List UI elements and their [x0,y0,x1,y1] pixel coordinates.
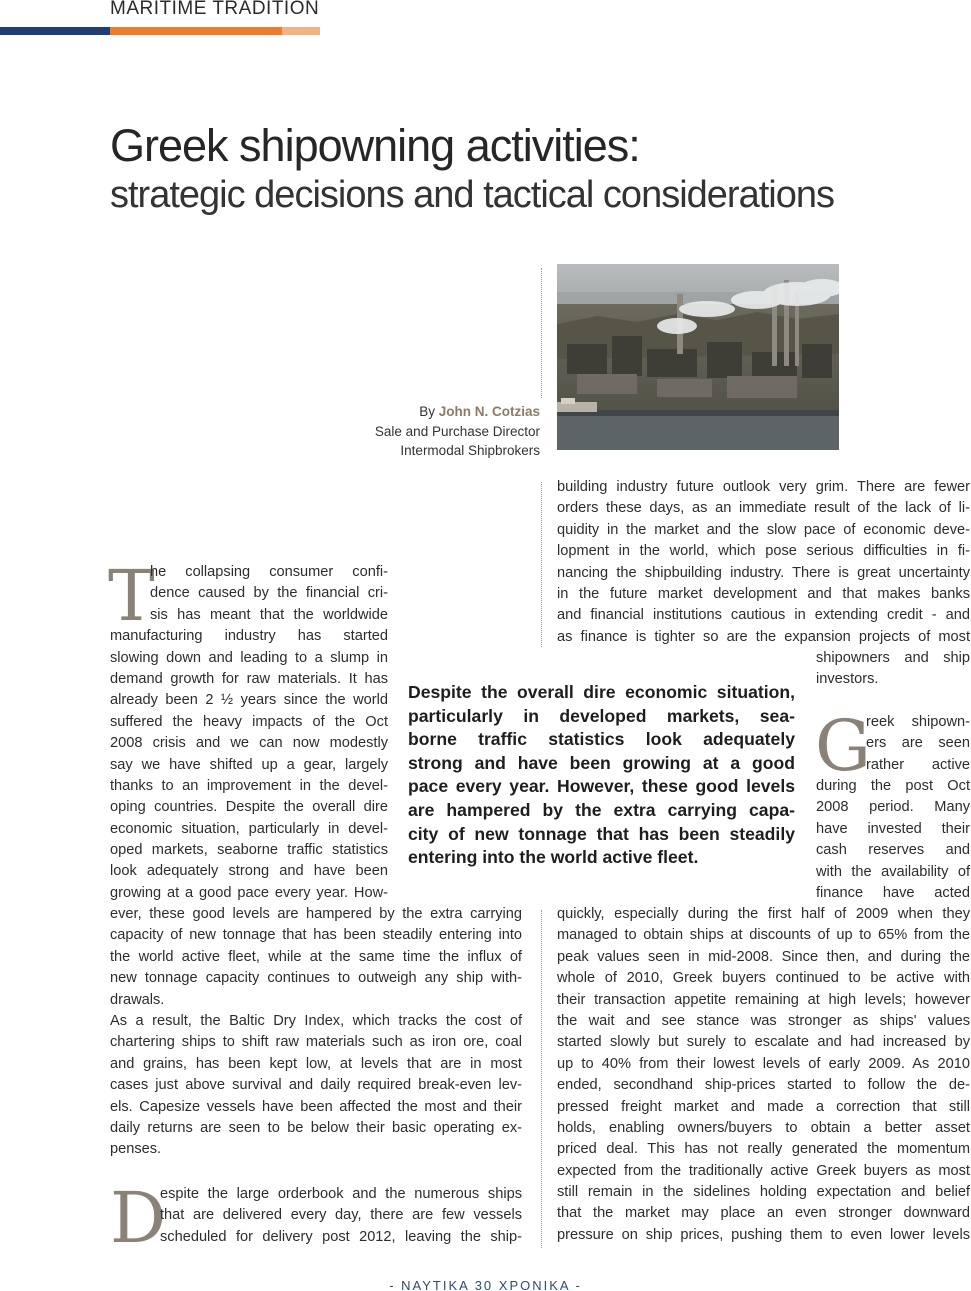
author-company: Intermodal Shipbrokers [400,443,540,458]
text-line: have invested their [816,820,970,837]
left-column-top [108,555,388,904]
text-line: espite the large orderbook and the numerous ships [160,1186,522,1202]
pull-quote [408,681,795,870]
dropcap-d: D [110,1177,167,1259]
pull-quote-line: strong and have been growing at a good [408,752,795,773]
byline [375,402,540,461]
text-line: growing at a good pace every year. How- [110,884,388,901]
text-line: oped markets, seaborne traffic statistics [110,842,388,859]
text-line: nancing the shipbuilding industry. There is great uncertainty [557,564,970,581]
text-line: pressed freight market and made a correction that still [557,1098,970,1115]
text-line: els. Capesize vessels have been affected the most and their [110,1098,522,1115]
text-line: shipowners and ship [816,650,970,666]
text-line: chartering ships to shift raw materials such as iron ore, coal [110,1034,522,1051]
text-line: the wait and see stance was stronger as ships' values [557,1012,970,1029]
text-line: cases just above survival and daily required break-even lev- [110,1077,522,1094]
text-line: new tonnage capacity continues to outweigh any ship with- [110,970,522,987]
text-line: penses. [110,1141,162,1158]
text-line: in the future market development and that makes banks [557,585,970,602]
text-line: ers are seen [866,735,970,752]
text-line: their transaction appetite remaining at high levels; however [557,991,970,1008]
text-line: scheduled for delivery post 2012, leaving the ship- [160,1228,522,1245]
text-line: demand growth for raw materials. It has [110,670,388,687]
text-line: investors. [816,671,879,688]
text-line: capacity of new tonnage that has been steadily entering into [110,927,522,944]
text-line: quickly, especially during the first half of 2009 when they [557,906,970,922]
text-line: holds, enabling owners/buyers to obtain a better asset [557,1119,970,1136]
pull-quote-line: particularly in developed markets, sea- [408,705,795,726]
text-line: during the post Oct [816,778,970,794]
right-column-top [557,477,970,648]
dropcap-t: T [108,555,155,637]
text-line: drawals. [110,991,165,1008]
text-line: orders these days, as an immediate result of the lack of li- [557,500,970,517]
text-line: ended, secondhand ship-prices started to follow the de- [557,1077,970,1094]
article-subtitle: strategic decisions and tactical considerations [110,174,834,216]
text-line: already been 2 ½ years since the world [110,692,388,709]
dropcap-g: G [815,705,871,787]
text-line: finance have acted [816,884,970,901]
column-divider-middle [541,482,542,647]
text-line: slowing down and leading to a slump in [110,649,388,666]
text-line: as finance is tighter so are the expansion projects of most [557,628,970,645]
text-line: manufacturing industry has started [110,628,388,645]
text-line: dence caused by the financial cri- [150,585,388,602]
pull-quote-line: borne traffic statistics look adequately [408,729,795,750]
header-rule-peach [282,27,320,35]
text-line: say we have shifted up a gear, largely [110,756,388,773]
page-footer: - ΝΑΥΤΙΚΑ 30 ΧΡΟΝΙΚΑ - [389,1278,582,1291]
article-title: Greek shipowning activities: [110,120,640,171]
pull-quote-line: entering into the world active fleet. [408,847,699,868]
text-line: started slowly but surely to escalate and had increased by [557,1034,970,1051]
industrial-port-photo [557,264,839,450]
text-line: the world active fleet, while at the same time the influx of [110,948,522,965]
text-line: still remain in the sidelines holding expectation and belief [557,1184,970,1201]
text-line: daily returns are seen to be below their basic operating ex- [110,1119,522,1136]
column-divider-bottom [541,910,542,1248]
pull-quote-line: city of new tonnage that has been steadily [408,823,795,844]
text-line: 2008 period. Many [816,799,970,816]
text-line: managed to obtain ships at discounts of up to 65% from the [557,927,970,944]
right-column-narrow-c [816,776,970,904]
text-line: with the availability of [816,863,970,880]
pull-quote-line: Despite the overall dire economic situation, [408,682,795,702]
text-line: cash reserves and [816,842,970,859]
text-line: oping countries. Despite the overall dire [110,799,388,816]
left-column-wide [110,904,522,1161]
column-divider-top [541,268,542,398]
text-line: that the market may place an even stronger downward [557,1205,970,1222]
text-line: look adequately strong and have been [110,863,388,880]
text-line: suffered the heavy impacts of the Oct [110,713,388,730]
text-line: As a result, the Baltic Dry Index, which tracks the cost of [110,1012,522,1029]
author-name: John N. Cotzias [438,404,540,419]
text-line: that are delivered every day, there are few vessels [160,1207,522,1224]
text-line: building industry future outlook very grim. There are fewer [557,479,970,495]
left-column-bottom [160,1184,522,1248]
right-column-narrow-b [866,712,970,776]
text-line: peak values seen in mid-2008. Since then, and during the [557,948,970,965]
text-line: sis has meant that the worldwide [150,606,388,623]
text-line: whole of 2010, Greek buyers continued to be active with [557,970,970,987]
text-line: lopment in the world, which pose serious difficulties in fi- [557,543,970,560]
right-column-narrow-a [816,648,970,691]
text-line: reek shipown- [866,714,970,730]
text-line: quidity in the market and the slow pace of economic deve- [557,521,970,538]
text-line: priced deal. This has not really generated the momentum [557,1141,970,1158]
text-line: pressure on ship prices, pushing them to even lower levels [557,1226,970,1243]
text-line: rather active [866,756,970,773]
header-rule-orange [110,27,282,35]
pull-quote-line: are hampered by the extra carrying capa- [408,799,795,820]
header-rule-navy [0,27,110,35]
text-line: and grains, has been kept low, at levels that are in most [110,1055,522,1072]
text-line: expected from the traditionally active Greek buyers as most [557,1162,970,1179]
byline-prefix: By [419,404,439,419]
right-column-bottom [557,904,970,1246]
text-line: up to 40% from their lowest levels of early 2009. As 2010 [557,1055,970,1072]
text-line: he collapsing consumer confi- [150,564,388,580]
author-role: Sale and Purchase Director [374,423,540,439]
text-line: ever, these good levels are hampered by the extra carrying [110,906,522,922]
text-line: thanks to an improvement in the devel- [110,777,388,794]
section-label: MARITIME TRADITION [110,0,320,19]
text-line: and financial institutions cautious in extending credit - and [557,607,970,624]
pull-quote-line: pace every year. However, these good levels [408,776,795,797]
text-line: 2008 crisis and we can now modestly [110,735,388,752]
text-line: economic situation, particularly in devel- [110,820,388,837]
